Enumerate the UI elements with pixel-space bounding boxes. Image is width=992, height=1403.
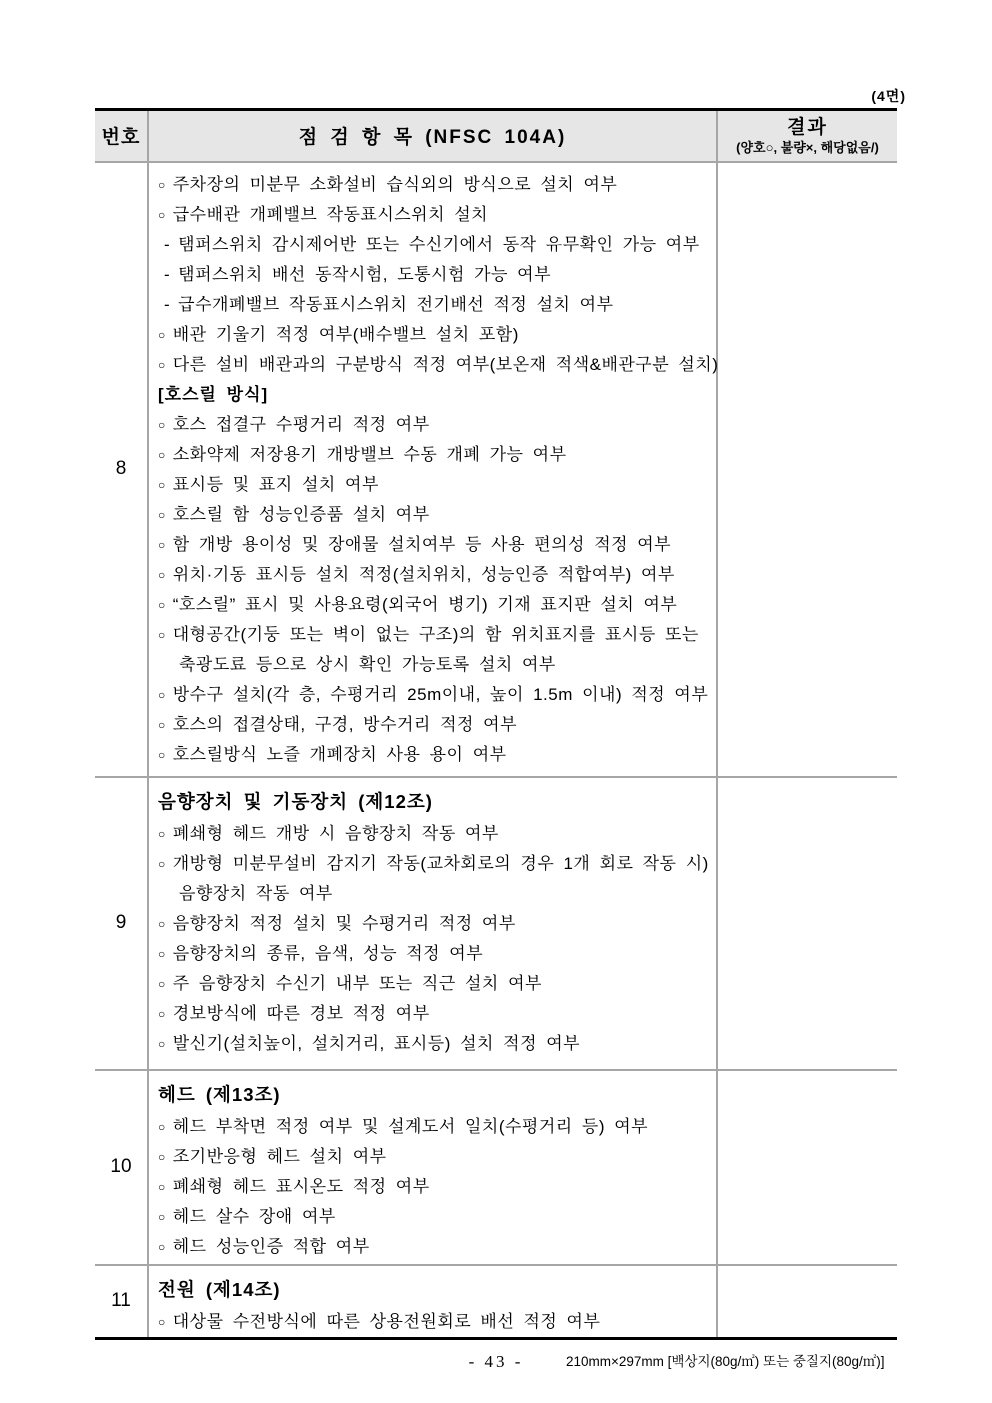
header-result-title: 결과 <box>787 116 828 138</box>
checklist-item: ○ 호스 접결구 수평거리 적정 여부 <box>158 410 712 440</box>
circle-bullet-icon: ○ <box>158 1209 166 1224</box>
checklist-item: ○ 개방형 미분무설비 감지기 작동(교차회로의 경우 1개 회로 작동 시) <box>158 849 712 879</box>
row-checklist-items <box>148 1070 717 1265</box>
circle-bullet-icon: ○ <box>158 177 166 192</box>
checklist-item: ○ 헤드 성능인증 적합 여부 <box>158 1232 712 1262</box>
table-row <box>95 777 897 1070</box>
table-body <box>95 162 897 1339</box>
checklist-item: ○ 방수구 설치(각 층, 수평거리 25m이내, 높이 1.5m 이내) 적정 여부 <box>158 680 712 710</box>
circle-bullet-icon: ○ <box>158 976 166 991</box>
row-number: 10 <box>95 1070 148 1265</box>
checklist-item: ○ 발신기(설치높이, 설치거리, 표시등) 설치 적정 여부 <box>158 1029 712 1059</box>
circle-bullet-icon: ○ <box>158 627 166 642</box>
table-row <box>95 1070 897 1265</box>
result-cell <box>717 162 897 777</box>
checklist-item: ○ 헤드 부착면 적정 여부 및 설계도서 일치(수평거리 등) 여부 <box>158 1112 712 1142</box>
circle-bullet-icon: ○ <box>158 687 166 702</box>
checklist-item: ○ 주차장의 미분무 소화설비 습식외의 방식으로 설치 여부 <box>158 170 712 200</box>
circle-bullet-icon: ○ <box>158 1314 166 1329</box>
checklist-item: ○ 호스의 접결상태, 구경, 방수거리 적정 여부 <box>158 710 712 740</box>
checklist-item: ○ 대형공간(기둥 또는 벽이 없는 구조)의 함 위치표지를 표시등 또는 <box>158 620 712 650</box>
checklist-item: ○ 헤드 살수 장애 여부 <box>158 1202 712 1232</box>
row-section-title: 음향장치 및 기동장치 (제12조) <box>158 790 433 812</box>
dash-bullet-icon: - <box>164 294 171 314</box>
circle-bullet-icon: ○ <box>158 946 166 961</box>
checklist-item: ○ 음향장치의 종류, 음색, 성능 적정 여부 <box>158 939 712 969</box>
circle-bullet-icon: ○ <box>158 826 166 841</box>
circle-bullet-icon: ○ <box>158 537 166 552</box>
header-result-column <box>717 110 897 162</box>
circle-bullet-icon: ○ <box>158 1119 166 1134</box>
checklist-item: - 탬퍼스위치 감시제어반 또는 수신기에서 동작 유무확인 가능 여부 <box>158 230 712 260</box>
row-number: 8 <box>95 162 148 777</box>
checklist-item: - 급수개폐밸브 작동표시스위치 전기배선 적정 설치 여부 <box>158 290 712 320</box>
row-number: 9 <box>95 777 148 1070</box>
footer-paper-spec: 210mm×297mm [백상지(80g/㎡) 또는 중질지(80g/㎡)] <box>566 1354 885 1369</box>
checklist-item: ○ 폐쇄형 헤드 개방 시 음향장치 작동 여부 <box>158 819 712 849</box>
circle-bullet-icon: ○ <box>158 357 166 372</box>
row-checklist-items <box>148 162 717 777</box>
table-header-row <box>95 110 897 162</box>
row-number: 11 <box>95 1265 148 1339</box>
circle-bullet-icon: ○ <box>158 447 166 462</box>
result-cell <box>717 1265 897 1339</box>
checklist-item: ○ 호스릴방식 노즐 개폐장치 사용 용이 여부 <box>158 740 712 770</box>
checklist-item-continuation: 음향장치 작동 여부 <box>179 883 333 903</box>
row-section-title: 헤드 (제13조) <box>158 1083 281 1105</box>
checklist-item: ○ 함 개방 용이성 및 장애물 설치여부 등 사용 편의성 적정 여부 <box>158 530 712 560</box>
checklist-item: ○ 주 음향장치 수신기 내부 또는 직근 설치 여부 <box>158 969 712 999</box>
checklist-item: ○ 위치·기동 표시등 설치 적정(설치위치, 성능인증 적합여부) 여부 <box>158 560 712 590</box>
row-section-title: 전원 (제14조) <box>158 1278 281 1300</box>
dash-bullet-icon: - <box>164 234 171 254</box>
circle-bullet-icon: ○ <box>158 567 166 582</box>
circle-bullet-icon: ○ <box>158 417 166 432</box>
checklist-item: ○ “호스릴” 표시 및 사용요령(외국어 병기) 기재 표지판 설치 여부 <box>158 590 712 620</box>
header-item-column: 점 검 항 목 (NFSC 104A) <box>148 110 717 162</box>
circle-bullet-icon: ○ <box>158 597 166 612</box>
row-checklist-items <box>148 777 717 1070</box>
header-result-legend: (양호○, 불량×, 해당없음/) <box>736 139 879 155</box>
circle-bullet-icon: ○ <box>158 1149 166 1164</box>
page-marker: (4면) <box>871 88 906 104</box>
circle-bullet-icon: ○ <box>158 1006 166 1021</box>
subsection-label: [호스릴 방식] <box>158 384 269 404</box>
result-cell <box>717 1070 897 1265</box>
inspection-table <box>95 108 897 1340</box>
circle-bullet-icon: ○ <box>158 207 166 222</box>
circle-bullet-icon: ○ <box>158 477 166 492</box>
checklist-item: ○ 호스릴 함 성능인증품 설치 여부 <box>158 500 712 530</box>
circle-bullet-icon: ○ <box>158 747 166 762</box>
footer-page-number: - 43 - <box>468 1352 524 1371</box>
circle-bullet-icon: ○ <box>158 717 166 732</box>
checklist-item: ○ 배관 기울기 적정 여부(배수밸브 설치 포함) <box>158 320 712 350</box>
checklist-item: ○ 조기반응형 헤드 설치 여부 <box>158 1142 712 1172</box>
circle-bullet-icon: ○ <box>158 1036 166 1051</box>
checklist-item: ○ 음향장치 적정 설치 및 수평거리 적정 여부 <box>158 909 712 939</box>
circle-bullet-icon: ○ <box>158 1179 166 1194</box>
result-cell <box>717 777 897 1070</box>
circle-bullet-icon: ○ <box>158 856 166 871</box>
circle-bullet-icon: ○ <box>158 916 166 931</box>
checklist-item: ○ 급수배관 개폐밸브 작동표시스위치 설치 <box>158 200 712 230</box>
checklist-item: ○ 표시등 및 표지 설치 여부 <box>158 470 712 500</box>
dash-bullet-icon: - <box>164 264 171 284</box>
circle-bullet-icon: ○ <box>158 327 166 342</box>
checklist-item: ○ 소화약제 저장용기 개방밸브 수동 개폐 가능 여부 <box>158 440 712 470</box>
checklist-item: ○ 경보방식에 따른 경보 적정 여부 <box>158 999 712 1029</box>
header-number-column: 번호 <box>95 110 148 162</box>
checklist-item: ○ 대상물 수전방식에 따른 상용전원회로 배선 적정 여부 <box>158 1307 712 1337</box>
checklist-item-continuation: 축광도료 등으로 상시 확인 가능토록 설치 여부 <box>179 654 556 674</box>
circle-bullet-icon: ○ <box>158 507 166 522</box>
table-row <box>95 1265 897 1339</box>
row-checklist-items <box>148 1265 717 1339</box>
checklist-item: ○ 폐쇄형 헤드 표시온도 적정 여부 <box>158 1172 712 1202</box>
circle-bullet-icon: ○ <box>158 1239 166 1254</box>
checklist-item: - 탬퍼스위치 배선 동작시험, 도통시험 가능 여부 <box>158 260 712 290</box>
checklist-item: ○ 다른 설비 배관과의 구분방식 적정 여부(보온재 적색&배관구분 설치) <box>158 350 712 380</box>
table-row <box>95 162 897 777</box>
